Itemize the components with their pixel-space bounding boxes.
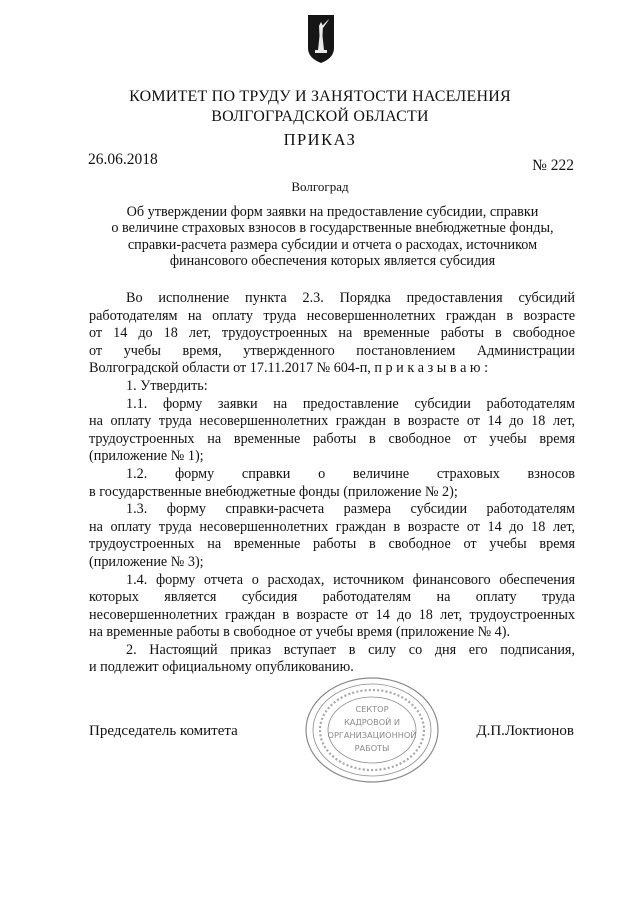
subject-line: финансового обеспечения которых является субсидия <box>169 253 496 270</box>
document-subject <box>90 204 575 270</box>
document-body <box>89 290 575 677</box>
stamp-line-2: КАДРОВОЙ И <box>343 717 401 727</box>
body-line: трудоустроенных на временные работы в свободное от учебы время <box>89 536 575 553</box>
body-line: Во исполнение пункта 2.3. Порядка предоставления субсидий <box>126 290 575 306</box>
body-line: работодателям на оплату труда несовершеннолетних граждан в возрасте <box>89 307 575 324</box>
body-line: на оплату труда несовершеннолетних граждан в возрасте от 14 до 18 лет, <box>89 518 575 535</box>
body-line: на оплату труда несовершеннолетних граждан в возрасте от 14 до 18 лет, <box>89 413 575 430</box>
stamp-line-1: СЕКТОР <box>355 704 389 714</box>
body-line: 1.4. форму отчета о расходах, источником финансового обеспечения <box>126 571 575 588</box>
body-line: и подлежит официальному опубликованию. <box>89 659 354 676</box>
body-line: Волгоградской области от 17.11.2017 № 604-п, п р и к а з ы в а ю : <box>89 360 489 377</box>
body-line: от 14 до 18 лет, трудоустроенных на временные работы в свободное <box>89 325 575 342</box>
signatory-name: Д.П.Локтионов <box>476 723 574 739</box>
body-line: на временные работы в свободное от учебы время (приложение № 4). <box>89 624 511 641</box>
organization-line-2: ВОЛГОГРАДСКОЙ ОБЛАСТИ <box>211 108 429 125</box>
body-line: 1. Утвердить: <box>126 377 208 394</box>
body-line: которых является субсидия работодателям на оплату труда <box>89 589 575 606</box>
organization-line-1: КОМИТЕТ ПО ТРУДУ И ЗАНЯТОСТИ НАСЕЛЕНИЯ <box>129 88 511 105</box>
body-line: (приложение № 1); <box>89 448 204 465</box>
document-number: № 222 <box>532 157 574 174</box>
stamp-line-4: РАБОТЫ <box>354 743 390 753</box>
body-line: 2. Настоящий приказ вступает в силу со дня его подписания, <box>126 641 575 658</box>
subject-line: о величине страховых взносов в государственные внебюджетные фонды, <box>111 220 554 237</box>
organization-name <box>0 87 640 127</box>
body-line: от учебы время, утвержденного постановлением Администрации <box>89 342 575 359</box>
stamp-line-3: ОРГАНИЗАЦИОННОЙ <box>327 730 417 740</box>
body-line: 1.2. форму справки о величине страховых взносов <box>126 465 575 482</box>
official-stamp <box>303 675 441 785</box>
body-line: 1.3. форму справки-расчета размера субсидии работодателям <box>126 501 575 518</box>
body-line: 1.1. форму заявки на предоставление субсидии работодателям <box>126 395 575 412</box>
signatory-position: Председатель комитета <box>89 723 238 739</box>
document-city: Волгоград <box>291 179 349 194</box>
volgograd-emblem-icon <box>307 14 335 64</box>
body-line: несовершеннолетних граждан в возрасте от 14 до 18 лет, трудоустроенных <box>89 606 575 623</box>
body-line: трудоустроенных на временные работы в свободное от учебы время <box>89 430 575 447</box>
body-line: в государственные внебюджетные фонды (приложение № 2); <box>89 483 458 500</box>
subject-line: справки-расчета размера субсидии и отчета о расходах, источником <box>127 236 538 253</box>
document-title: ПРИКАЗ <box>283 130 357 149</box>
subject-line: Об утверждении форм заявки на предоставление субсидии, справки <box>126 204 539 220</box>
document-date: 26.06.2018 <box>88 151 158 168</box>
body-line: (приложение № 3); <box>89 553 204 570</box>
